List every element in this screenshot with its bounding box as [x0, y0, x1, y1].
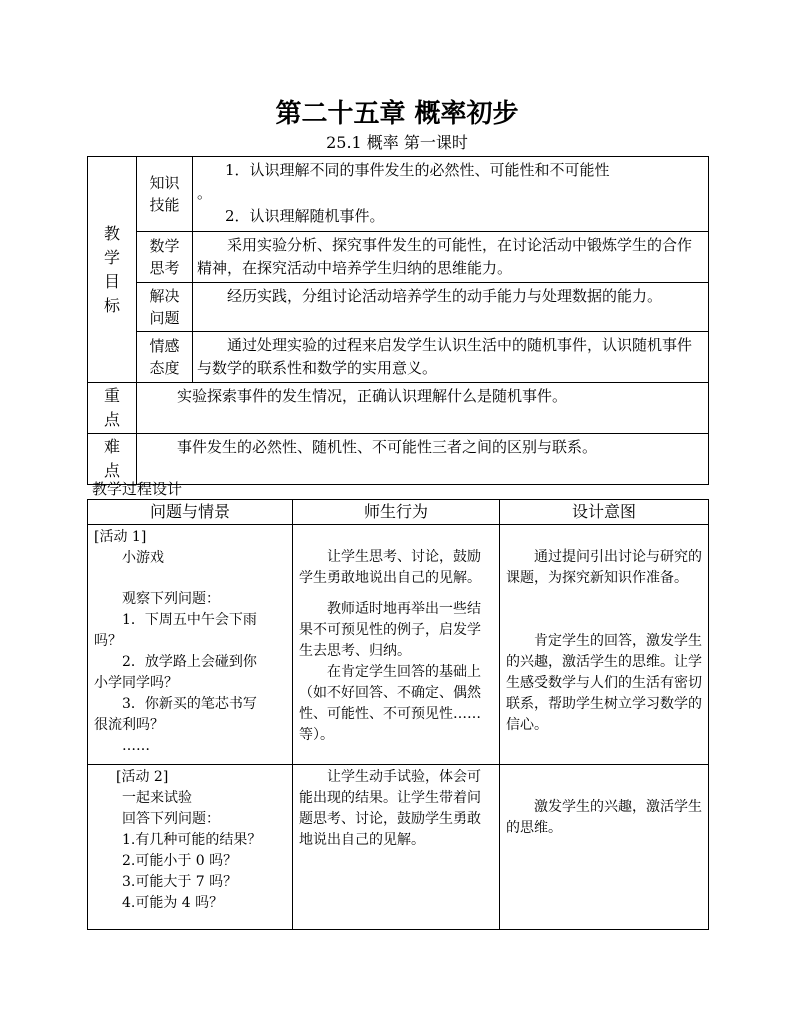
- objective-text-knowledge: 1．认识理解不同的事件发生的必然性、可能性和不可能性 。 2．认识理解随机事件。: [193, 157, 709, 232]
- key-point-label: 重 点: [88, 383, 137, 434]
- objective-name-problem: 解决 问题: [137, 283, 193, 332]
- difficult-point-text: 事件发生的必然性、随机性、不可能性三者之间的区别与联系。: [137, 434, 709, 485]
- activity2-tag: [活动 2]: [116, 769, 169, 785]
- activity1-problem: [活动 1] 小游戏 观察下列问题： 1．下周五中午会下雨 吗？ 2．放学路上会碰到你 小学同学吗？ 3．你新买的笔芯书写 很流利吗？ ……: [88, 525, 293, 765]
- process-section-label: 教学过程设计: [92, 480, 183, 498]
- activity1-intent: 通过提问引出讨论与研究的课题，为探究新知识作准备。 肯定学生的回答，激发学生的兴趣，激活学生的思维。让学生感受数学与人们的生活有密切联系，帮助学生树立学习数学的信心。: [500, 525, 709, 765]
- objectives-table: [87, 156, 709, 485]
- objective-text-attitude: 通过处理实验的过程来启发学生认识生活中的随机事件，认识随机事件与数学的联系性和数学的实用意义。: [193, 332, 709, 383]
- activity2-problem: [活动 2] 一起来试验 回答下列问题： 1.有几种可能的结果？ 2.可能小于 0 吗？ 3.可能大于 7 吗？ 4.可能为 4 吗？: [88, 765, 293, 930]
- activity2-behavior: 让学生动手试验，体会可能出现的结果。让学生带着问题思考、讨论，鼓励学生勇敢地说出自己的见解。: [293, 765, 500, 930]
- activity2-intent: 激发学生的兴趣，激活学生的思维。: [500, 765, 709, 930]
- objective-text-problem: 经历实践，分组讨论活动培养学生的动手能力与处理数据的能力。: [193, 283, 709, 332]
- difficult-point-label: 难 点: [88, 434, 137, 485]
- activity1-tag: [活动 1]: [94, 529, 147, 545]
- objectives-label: 教 学 目 标: [88, 157, 137, 383]
- objective-name-thinking: 数学 思考: [137, 232, 193, 283]
- objective-name-attitude: 情感 态度: [137, 332, 193, 383]
- objective-text-thinking: 采用实验分析、探究事件发生的可能性，在讨论活动中锻炼学生的合作精神，在探究活动中培养学生归纳的思维能力。: [193, 232, 709, 283]
- header-behavior: 师生行为: [293, 500, 500, 525]
- header-problem: 问题与情景: [88, 500, 293, 525]
- objective-name-knowledge: 知识 技能: [137, 157, 193, 232]
- process-table: [87, 499, 709, 930]
- activity1-behavior: 让学生思考、讨论，鼓励学生勇敢地说出自己的见解。 教师适时地再举出一些结果不可预见性的例子，启发学生去思考、归纳。 在肯定学生回答的基础上（如不好回答、不确定、偶然性、可能性、不可预见性……等）。: [293, 525, 500, 765]
- key-point-text: 实验探索事件的发生情况，正确认识理解什么是随机事件。: [137, 383, 709, 434]
- header-intent: 设计意图: [500, 500, 709, 525]
- page-title: 第二十五章 概率初步: [275, 99, 519, 129]
- lesson-subtitle: 25.1 概率 第一课时: [326, 133, 468, 152]
